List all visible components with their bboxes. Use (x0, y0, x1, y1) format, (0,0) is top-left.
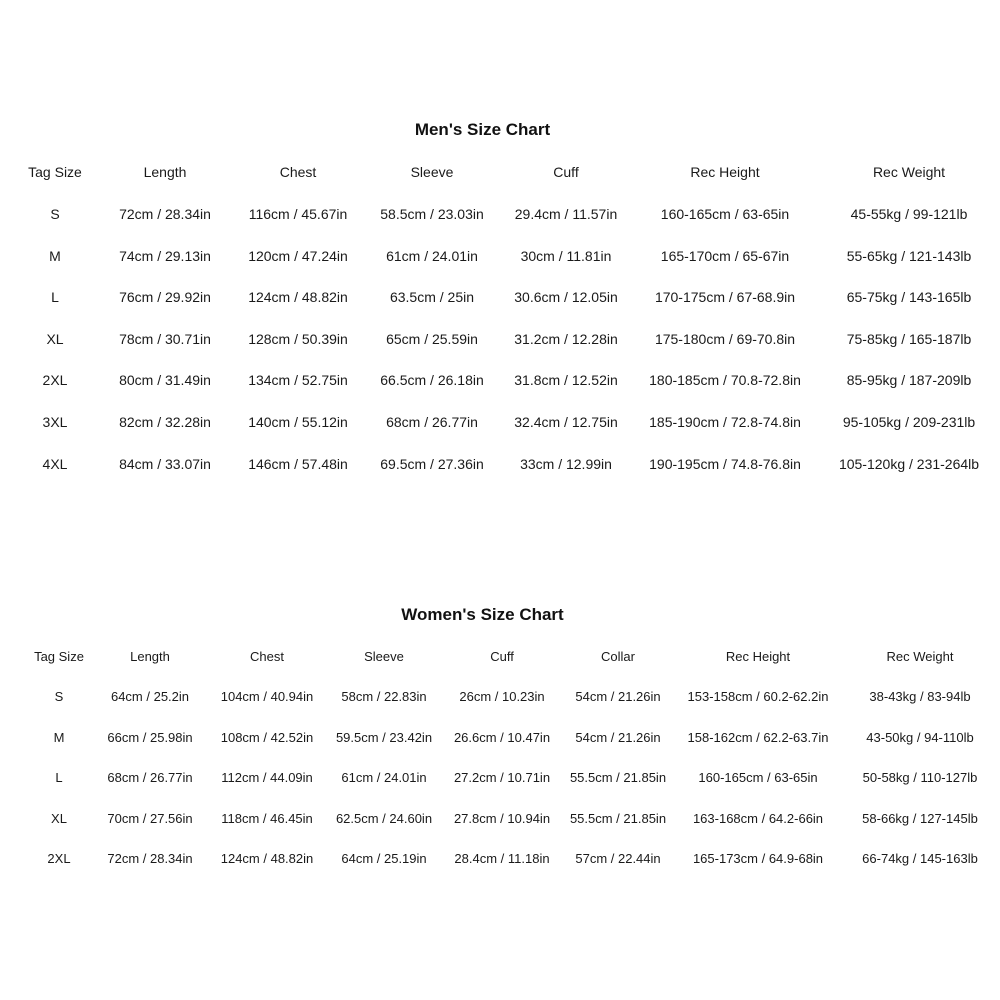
table-cell: 64cm / 25.19in (341, 851, 427, 867)
table-cell: 74cm / 29.13in (119, 247, 211, 264)
table-cell: 29.4cm / 11.57in (514, 206, 618, 222)
column-header: Tag Size (28, 164, 82, 180)
column-header: Sleeve (410, 164, 454, 180)
table-cell: 28.4cm / 11.18in (454, 851, 550, 867)
column-header: Rec Height (725, 649, 791, 664)
table-cell: 116cm / 45.67in (248, 206, 348, 222)
table-cell: 66cm / 25.98in (107, 729, 193, 745)
tag-size-cell: 4XL (42, 455, 68, 472)
column-header: Rec Weight (886, 649, 954, 664)
table-cell: 55-65kg / 121-143lb (846, 247, 972, 264)
table-cell: 27.2cm / 10.71in (453, 770, 551, 786)
tag-size-cell: M (49, 247, 61, 264)
table-cell: 124cm / 48.82in (220, 851, 314, 867)
table-cell: 105-120kg / 231-264lb (838, 455, 980, 472)
table-cell: 30cm / 11.81in (520, 247, 612, 264)
column-header: Cuff (490, 649, 514, 664)
column-header: Rec Weight (872, 164, 946, 180)
tag-size-cell: S (54, 689, 64, 704)
table-cell: 68cm / 26.77in (386, 414, 478, 430)
table-cell: 95-105kg / 209-231lb (842, 414, 976, 430)
tag-size-cell: XL (46, 330, 64, 347)
table-cell: 33cm / 12.99in (520, 455, 612, 472)
table-cell: 153-158cm / 60.2-62.2in (687, 689, 829, 704)
table-cell: 118cm / 46.45in (221, 810, 313, 826)
table-cell: 30.6cm / 12.05in (514, 289, 618, 306)
table-cell: 69.5cm / 27.36in (380, 455, 484, 472)
mens-size-chart-title: Men's Size Chart (414, 120, 551, 139)
tag-size-cell: L (55, 770, 63, 786)
womens-size-chart-title: Women's Size Chart (401, 605, 564, 624)
column-header: Chest (279, 164, 317, 180)
tag-size-cell: S (50, 206, 60, 222)
table-cell: 26.6cm / 10.47in (453, 729, 551, 745)
table-cell: 185-190cm / 72.8-74.8in (649, 414, 801, 430)
table-cell: 61cm / 24.01in (386, 247, 478, 264)
table-cell: 82cm / 32.28in (119, 414, 211, 430)
table-cell: 38-43kg / 83-94lb (869, 689, 971, 704)
table-cell: 160-165cm / 63-65in (660, 206, 790, 222)
table-cell: 112cm / 44.09in (221, 770, 313, 786)
table-cell: 58.5cm / 23.03in (380, 206, 484, 222)
table-cell: 64cm / 25.2in (110, 689, 190, 704)
tag-size-cell: XL (51, 810, 67, 826)
table-cell: 165-173cm / 64.9-68in (692, 851, 824, 867)
table-cell: 65cm / 25.59in (386, 330, 478, 347)
table-cell: 84cm / 33.07in (119, 455, 211, 472)
table-cell: 140cm / 55.12in (248, 414, 348, 430)
table-cell: 31.2cm / 12.28in (514, 330, 618, 347)
table-cell: 160-165cm / 63-65in (698, 770, 818, 786)
table-cell: 180-185cm / 70.8-72.8in (649, 372, 801, 389)
table-cell: 72cm / 28.34in (107, 851, 193, 867)
column-header: Cuff (553, 164, 579, 180)
column-header: Collar (601, 649, 635, 664)
table-cell: 80cm / 31.49in (119, 372, 211, 389)
table-cell: 31.8cm / 12.52in (514, 372, 618, 389)
table-cell: 65-75kg / 143-165lb (846, 289, 972, 306)
table-cell: 50-58kg / 110-127lb (862, 770, 978, 786)
tag-size-cell: M (53, 729, 65, 745)
table-cell: 78cm / 30.71in (119, 330, 211, 347)
table-cell: 76cm / 29.92in (119, 289, 211, 306)
tag-size-cell: 3XL (42, 414, 68, 430)
table-cell: 134cm / 52.75in (248, 372, 348, 389)
table-cell: 104cm / 40.94in (220, 689, 314, 704)
tag-size-cell: 2XL (47, 851, 71, 867)
table-cell: 58-66kg / 127-145lb (862, 810, 978, 826)
table-cell: 75-85kg / 165-187lb (846, 330, 972, 347)
table-cell: 70cm / 27.56in (107, 810, 193, 826)
table-cell: 63.5cm / 25in (389, 289, 475, 306)
table-cell: 175-180cm / 69-70.8in (654, 330, 796, 347)
table-cell: 58cm / 22.83in (341, 689, 427, 704)
table-cell: 68cm / 26.77in (107, 770, 193, 786)
table-cell: 146cm / 57.48in (248, 455, 348, 472)
table-cell: 54cm / 21.26in (575, 729, 661, 745)
table-cell: 57cm / 22.44in (575, 851, 661, 867)
table-cell: 27.8cm / 10.94in (453, 810, 551, 826)
column-header: Length (130, 649, 170, 664)
table-cell: 54cm / 21.26in (575, 689, 661, 704)
table-cell: 72cm / 28.34in (119, 206, 211, 222)
table-cell: 43-50kg / 94-110lb (866, 729, 974, 745)
table-cell: 165-170cm / 65-67in (660, 247, 790, 264)
table-cell: 158-162cm / 62.2-63.7in (687, 729, 829, 745)
table-cell: 66.5cm / 26.18in (380, 372, 484, 389)
table-cell: 45-55kg / 99-121lb (850, 206, 968, 222)
table-cell: 59.5cm / 23.42in (335, 729, 433, 745)
table-cell: 124cm / 48.82in (248, 289, 348, 306)
table-cell: 128cm / 50.39in (248, 330, 348, 347)
table-cell: 85-95kg / 187-209lb (846, 372, 972, 389)
table-cell: 55.5cm / 21.85in (569, 810, 667, 826)
column-header: Chest (250, 649, 284, 664)
column-header: Length (143, 164, 187, 180)
column-header: Tag Size (34, 649, 84, 664)
table-cell: 190-195cm / 74.8-76.8in (649, 455, 801, 472)
table-cell: 55.5cm / 21.85in (569, 770, 667, 786)
table-cell: 62.5cm / 24.60in (335, 810, 433, 826)
table-cell: 120cm / 47.24in (248, 247, 348, 264)
table-cell: 61cm / 24.01in (341, 770, 427, 786)
tag-size-cell: L (51, 289, 59, 306)
table-cell: 32.4cm / 12.75in (514, 414, 618, 430)
tag-size-cell: 2XL (42, 372, 68, 389)
column-header: Sleeve (364, 649, 404, 664)
table-cell: 66-74kg / 145-163lb (862, 851, 978, 867)
table-cell: 163-168cm / 64.2-66in (692, 810, 824, 826)
table-cell: 108cm / 42.52in (220, 729, 314, 745)
column-header: Rec Height (690, 164, 760, 180)
table-cell: 170-175cm / 67-68.9in (654, 289, 796, 306)
table-cell: 26cm / 10.23in (459, 689, 545, 704)
